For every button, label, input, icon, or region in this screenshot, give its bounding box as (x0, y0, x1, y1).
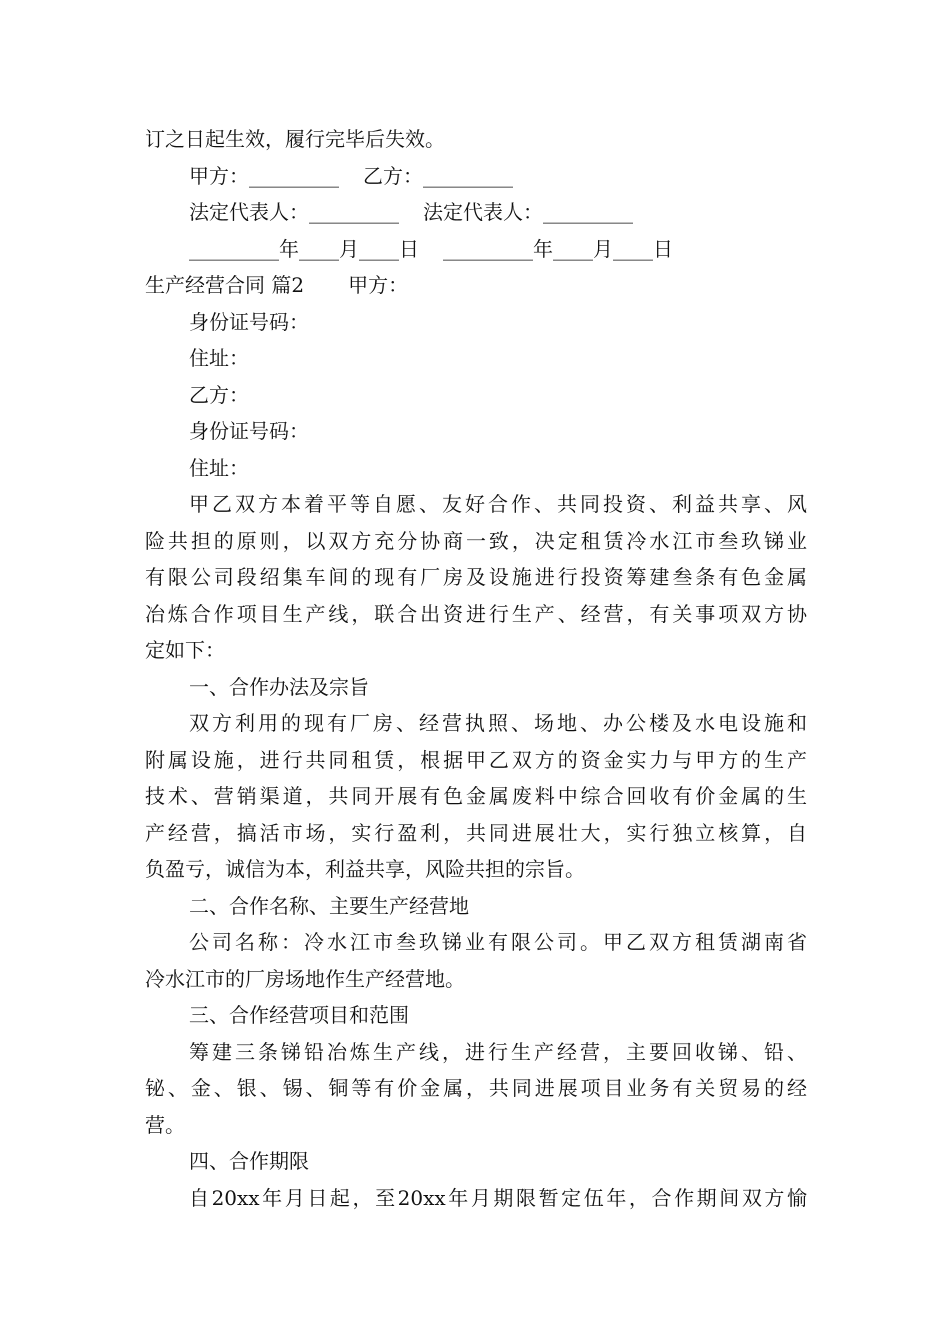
clause-text: 订之日起生效，履行完毕后失效。 (145, 127, 445, 151)
text-line (145, 413, 807, 450)
paragraph-line: 铋、金、银、锡、铜等有价金属，共同进展项目业务有关贸易的经 (145, 1076, 807, 1100)
paragraph-line: 负盈亏，诚信为本，利益共享，风险共担的宗旨。 (145, 857, 585, 881)
paragraph-line: 公司名称：冷水江市叁玖锑业有限公司。甲乙双方租赁湖南省 (189, 930, 807, 954)
signature-line-representatives (145, 194, 807, 231)
paragraph-line: 冷水江市的厂房场地作生产经营地。 (145, 966, 465, 991)
party-a-signature-blank: 甲方：_________ (189, 163, 339, 188)
party-b-address-label: 住址： (189, 455, 249, 480)
party-b-label: 乙方： (189, 382, 249, 407)
section-heading: 四、合作期限 (189, 1149, 309, 1173)
text-line (145, 340, 807, 377)
section-heading: 三、合作经营项目和范围 (189, 1003, 409, 1027)
section-heading: 二、合作名称、主要生产经营地 (189, 893, 469, 918)
paragraph-line: 营。 (145, 1112, 185, 1137)
party-b-representative-blank: 法定代表人：_________ (423, 200, 633, 224)
party-a-label: 甲方： (348, 273, 409, 297)
paragraph-line: 技术、营销渠道，共同开展有色金属废料中综合回收有价金属的生 (145, 784, 807, 808)
party-a-representative-blank: 法定代表人：_________ (189, 200, 399, 224)
section-heading: 一、合作办法及宗旨 (189, 674, 369, 699)
paragraph-line: 定如下： (145, 638, 225, 662)
party-a-date-blank: _________年____月____日 (189, 236, 419, 261)
paragraph-line: 自20xx年月日起，至20xx年月期限暂定伍年，合作期间双方愉 (189, 1185, 807, 1210)
party-b-date-blank: _________年____月____日 (443, 236, 673, 261)
paragraph-line: 险共担的原则，以双方充分协商一致，决定租赁冷水江市叁玖锑业 (145, 528, 807, 553)
party-a-address-label: 住址： (189, 346, 249, 370)
party-b-id-label: 身份证号码： (189, 419, 309, 443)
text-line (145, 450, 807, 487)
signature-line-dates (145, 231, 807, 268)
paragraph-line: 产经营，搞活市场，实行盈利，共同进展壮大，实行独立核算，自 (145, 820, 807, 845)
party-b-signature-blank: 乙方：_________ (363, 163, 513, 188)
paragraph-line: 附属设施，进行共同租赁，根据甲乙双方的资金实力与甲方的生产 (145, 747, 807, 772)
paragraph-line: 冶炼合作项目生产线，联合出资进行生产、经营，有关事项双方协 (145, 601, 807, 626)
signature-line-parties (145, 158, 807, 195)
paragraph-line: 有限公司段绍集车间的现有厂房及设施进行投资筹建叁条有色金属 (145, 565, 807, 589)
paragraph-line: 双方利用的现有厂房、经营执照、场地、办公楼及水电设施和 (189, 711, 807, 735)
contract-text (145, 121, 807, 1216)
section-heading-line (145, 267, 807, 304)
contract-title: 生产经营合同 篇2 (145, 273, 305, 297)
party-a-id-label: 身份证号码： (189, 309, 309, 334)
text-line (145, 304, 807, 341)
paragraph-line: 甲乙双方本着平等自愿、友好合作、共同投资、利益共享、风 (189, 492, 807, 516)
paragraph-line: 筹建三条锑铅冶炼生产线，进行生产经营，主要回收锑、铅、 (189, 1039, 807, 1064)
text-line (145, 377, 807, 414)
text-line (145, 121, 807, 158)
